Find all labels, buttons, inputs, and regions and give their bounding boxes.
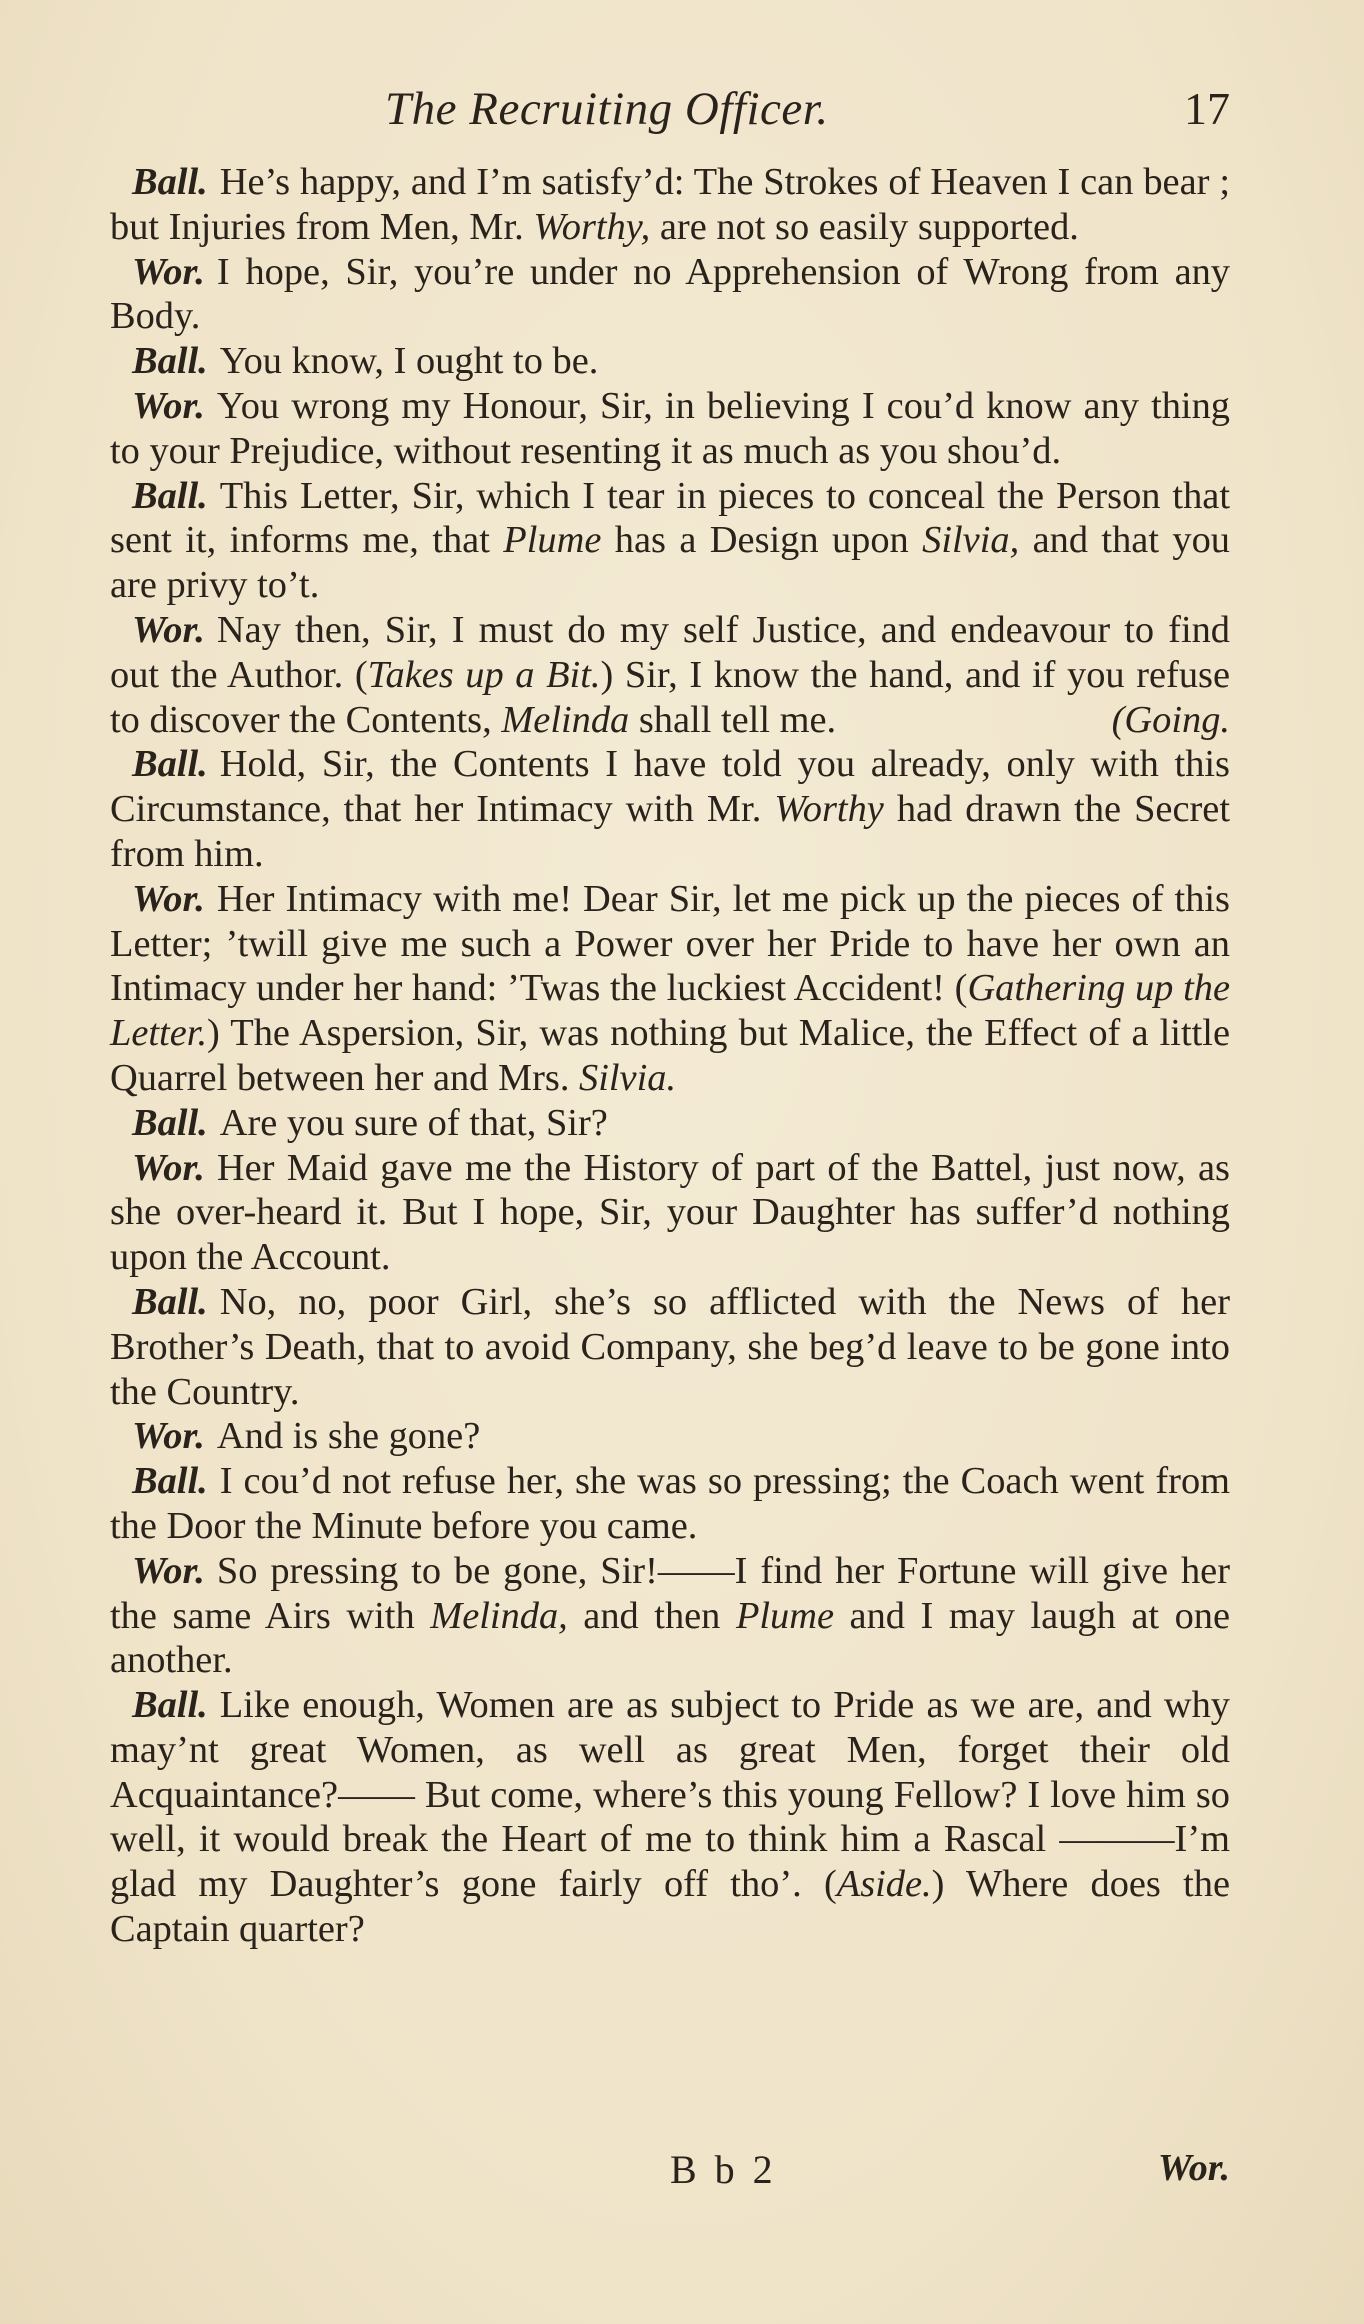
speaker-name: Ball. — [132, 1280, 208, 1323]
speech-paragraph — [110, 160, 1230, 250]
signature-mark: B b 2 — [670, 2147, 777, 2192]
speech-paragraph — [110, 1459, 1230, 1549]
speech-text: Her Maid gave me the History of part of the Battel, just now, as she over-heard it. But I hope, Sir, your Daughter has suffer’d nothing upon the Account. — [110, 1146, 1230, 1279]
speech-text: and I may laugh at one another. — [110, 1594, 1231, 1682]
speech-text: He’s happy, and I’m satisfy’d: The Strokes of Heaven I can bear ; but Injuries from Men, Mr. — [110, 161, 1230, 248]
speech-text: had drawn the Secret from him. — [110, 788, 1230, 875]
speech-text: This Letter, Sir, which I tear in pieces to conceal the Person that sent it, informs me, that — [110, 474, 1230, 562]
speech-paragraph — [110, 1101, 1230, 1146]
speaker-name: Ball. — [132, 1684, 208, 1727]
speaker-name: Wor. — [132, 877, 205, 920]
speaker-name: Wor. — [132, 384, 205, 427]
speech-paragraph — [110, 1146, 1230, 1280]
page-footer — [110, 2146, 1230, 2206]
italic-text: Melinda, — [430, 1594, 568, 1637]
catchword: Wor. — [1157, 2147, 1230, 2189]
speech-text: You wrong my Honour, Sir, in believing I cou’d know any thing to your Prejudice, without resenting it as much as you shou’d. — [110, 384, 1230, 472]
speech-text: I hope, Sir, you’re under no Apprehension of Wrong from any Body. — [110, 250, 1230, 338]
italic-text: Silvia. — [579, 1056, 677, 1099]
page-number: 17 — [1184, 83, 1230, 134]
speech-text: ) Where does the Captain quarter? — [110, 1863, 1231, 1951]
speech-text: And is she gone? — [216, 1415, 481, 1458]
speaker-name: Ball. — [132, 1101, 208, 1144]
running-title: The Recruiting Officer. — [385, 83, 829, 135]
speech-text: Her Intimacy with me! Dear Sir, let me pick up the pieces of this Letter; ’twill give me such a Power over her Pride to have her own an Intimacy under her hand: ’Twas the luckiest Accident! ( — [110, 877, 1230, 1010]
speaker-name: Wor. — [132, 608, 205, 651]
speech-text: shall tell me. — [629, 698, 837, 741]
italic-text: Gathering up the Letter. — [110, 967, 1230, 1055]
speech-text: You know, I ought to be. — [219, 340, 599, 383]
speech-paragraph — [110, 474, 1230, 608]
speech-text: are not so easily supported. — [650, 205, 1079, 248]
speech-text: has a Design upon — [601, 519, 923, 562]
speech-paragraph — [110, 742, 1230, 876]
speech-paragraph — [110, 1549, 1230, 1683]
speech-text: and then — [567, 1594, 736, 1637]
speech-text: Like enough, Women are as subject to Pride as we are, and why may’nt great Women, as well as great Men, forget their old Acquaintance?—— But come, where’s this young Fellow? I love him so well, it would break the Heart of me to think him a Rascal ———I’m glad my Daughter’s gone fairly off tho’. ( — [110, 1684, 1230, 1906]
speech-text: So pressing to be gone, Sir!——I find her Fortune will give her the same Airs with — [110, 1549, 1230, 1637]
speaker-name: Wor. — [132, 250, 205, 293]
speaker-name: Ball. — [132, 1460, 208, 1503]
speaker-name: Ball. — [132, 743, 208, 786]
speech-text: Are you sure of that, Sir? — [219, 1101, 608, 1144]
speech-text: ) The Aspersion, Sir, was nothing but Malice, the Effect of a little Quarrel between her and Mrs. — [110, 1012, 1230, 1099]
italic-text: Silvia, — [922, 519, 1020, 562]
speech-paragraph — [110, 384, 1230, 474]
speech-paragraph — [110, 1683, 1230, 1952]
speaker-name: Ball. — [132, 474, 208, 517]
speech-text: ) Sir, I know the hand, and if you refuse to discover the Contents, — [110, 653, 1230, 741]
speech-paragraph — [110, 250, 1230, 340]
speaker-name: Ball. — [132, 340, 208, 383]
speaker-name: Wor. — [132, 1146, 205, 1189]
speech-text: Hold, Sir, the Contents I have told you already, only with this Circumstance, that her Intimacy with Mr. — [110, 743, 1230, 831]
speech-text: No, no, poor Girl, she’s so afflicted with the News of her Brother’s Death, that to avoid Company, she beg’d leave to be gone into the Country. — [110, 1280, 1230, 1413]
italic-text: Worthy — [774, 788, 884, 831]
speech-paragraph — [110, 1280, 1230, 1414]
play-text — [110, 160, 1230, 1952]
speech-paragraph — [110, 877, 1230, 1101]
speaker-name: Wor. — [132, 1415, 205, 1458]
italic-text: Plume — [735, 1594, 835, 1637]
italic-text: Aside. — [836, 1863, 932, 1906]
speech-paragraph — [110, 608, 1230, 742]
speech-paragraph — [110, 339, 1230, 384]
page-header — [110, 82, 1230, 152]
speaker-name: Wor. — [132, 1549, 205, 1592]
speaker-name: Ball. — [132, 161, 208, 203]
italic-text: Worthy, — [533, 205, 651, 248]
italic-text: Takes up a Bit. — [367, 653, 601, 696]
speech-paragraph — [110, 1414, 1230, 1459]
italic-text: Melinda — [501, 698, 630, 741]
italic-text: Plume — [503, 519, 602, 562]
stage-direction: (Going. — [1111, 698, 1230, 741]
speech-text: I cou’d not refuse her, she was so pressing; the Coach went from the Door the Minute before you came. — [110, 1460, 1230, 1547]
speech-text: Nay then, Sir, I must do my self Justice, and endeavour to find out the Author. ( — [110, 608, 1230, 696]
speech-text: and that you are privy to’t. — [110, 519, 1230, 607]
